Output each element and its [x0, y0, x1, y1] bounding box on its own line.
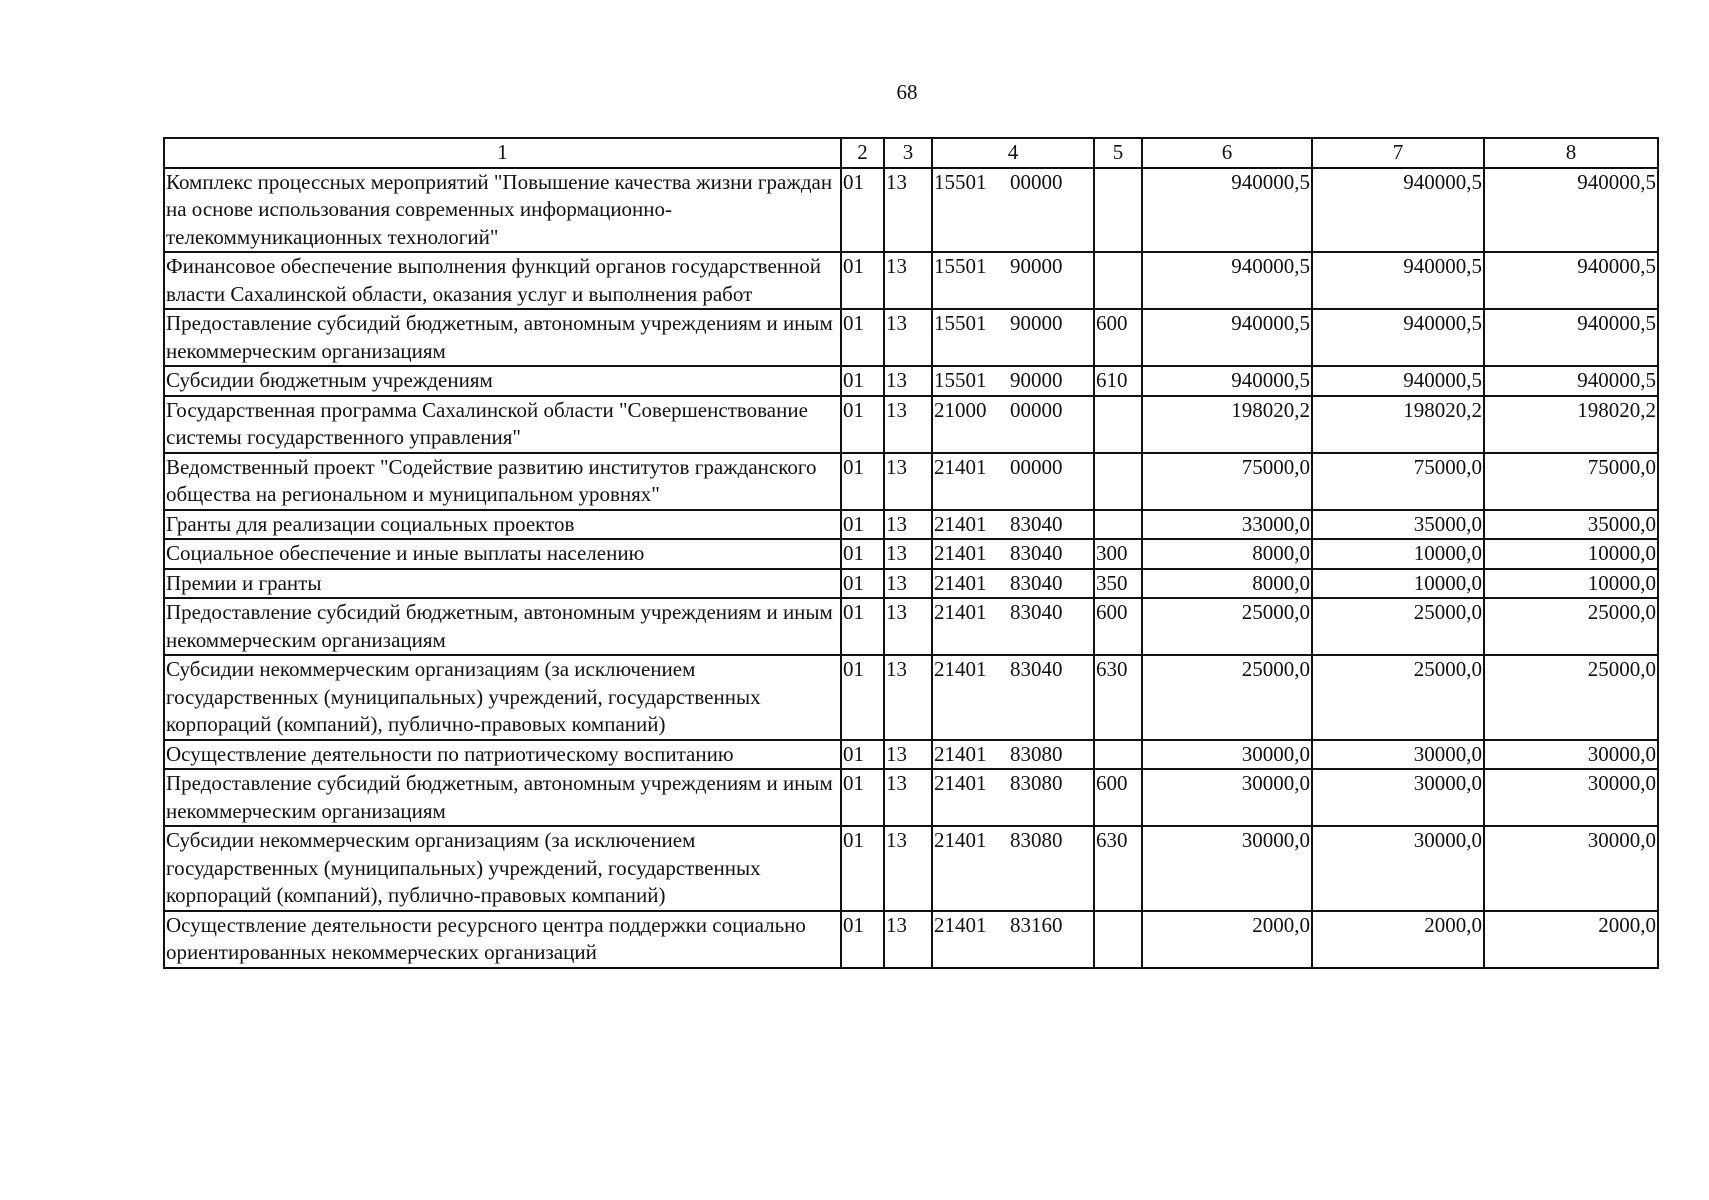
- target-article-part1: 21401: [934, 511, 987, 536]
- section-code: 01: [841, 168, 884, 253]
- expense-type-code: 600: [1094, 309, 1142, 366]
- amount-col7: 940000,5: [1312, 252, 1484, 309]
- row-name: Гранты для реализации социальных проектов: [164, 510, 841, 540]
- amount-col6: 8000,0: [1142, 539, 1312, 569]
- expense-type-code: 600: [1094, 598, 1142, 655]
- amount-col8: 940000,5: [1484, 309, 1658, 366]
- target-article-part2: 83040: [1010, 657, 1063, 681]
- amount-col6: 940000,5: [1142, 309, 1312, 366]
- amount-col8: 30000,0: [1484, 826, 1658, 911]
- header-row: [164, 138, 1658, 168]
- section-code: 01: [841, 911, 884, 968]
- expense-type-code: [1094, 168, 1142, 253]
- header-cell: 6: [1142, 138, 1312, 168]
- row-name: Государственная программа Сахалинской области "Совершенствование системы государственного управления": [164, 396, 841, 453]
- section-code: 01: [841, 598, 884, 655]
- section-code: 01: [841, 366, 884, 396]
- header-cell: 1: [164, 138, 841, 168]
- target-article-part2: 83040: [1010, 570, 1063, 595]
- amount-col6: 75000,0: [1142, 453, 1312, 510]
- expense-type-code: 630: [1094, 826, 1142, 911]
- table-row: [164, 309, 1658, 366]
- expense-type-code: [1094, 510, 1142, 540]
- amount-col7: 30000,0: [1312, 740, 1484, 770]
- amount-col8: 75000,0: [1484, 453, 1658, 510]
- row-name: Субсидии некоммерческим организациям (за исключением государственных (муниципальных) учреждений, государственных корпораций (компаний), публично-правовых компаний): [164, 826, 841, 911]
- table-row: [164, 252, 1658, 309]
- row-name: Предоставление субсидий бюджетным, автономным учреждениям и иным некоммерческим организациям: [164, 769, 841, 826]
- target-article-code: [932, 453, 1094, 510]
- header-cell: 7: [1312, 138, 1484, 168]
- amount-col6: 940000,5: [1142, 168, 1312, 253]
- target-article-part1: 21401: [934, 454, 987, 479]
- target-article-part2: 83040: [1010, 511, 1063, 536]
- amount-col8: 35000,0: [1484, 510, 1658, 540]
- table-row: [164, 769, 1658, 826]
- row-name: Социальное обеспечение и иные выплаты населению: [164, 539, 841, 569]
- table-row: [164, 740, 1658, 770]
- table-row: [164, 453, 1658, 510]
- section-code: 01: [841, 453, 884, 510]
- budget-table: [163, 137, 1659, 969]
- subsection-code: 13: [884, 569, 932, 599]
- expense-type-code: [1094, 911, 1142, 968]
- target-article-code: [932, 826, 1094, 911]
- page-number: 68: [896, 80, 918, 104]
- target-article-part2: 00000: [1010, 397, 1063, 422]
- target-article-code: [932, 911, 1094, 968]
- target-article-part1: 15501: [934, 311, 987, 335]
- header-cell: 2: [841, 138, 884, 168]
- target-article-part1: 21401: [934, 541, 987, 565]
- target-article-code: [932, 598, 1094, 655]
- amount-col7: 35000,0: [1312, 510, 1484, 540]
- table-row: [164, 569, 1658, 599]
- amount-col8: 940000,5: [1484, 252, 1658, 309]
- target-article-code: [932, 396, 1094, 453]
- section-code: 01: [841, 396, 884, 453]
- target-article-part2: 90000: [1010, 368, 1063, 392]
- target-article-part1: 21401: [934, 912, 987, 937]
- expense-type-code: 350: [1094, 569, 1142, 599]
- target-article-part1: 21401: [934, 828, 987, 852]
- section-code: 01: [841, 539, 884, 569]
- target-article-part1: 21401: [934, 570, 987, 595]
- table-row: [164, 510, 1658, 540]
- row-name: Осуществление деятельности по патриотическому воспитанию: [164, 740, 841, 770]
- row-name: Предоставление субсидий бюджетным, автономным учреждениям и иным некоммерческим организациям: [164, 598, 841, 655]
- amount-col8: 25000,0: [1484, 655, 1658, 740]
- subsection-code: 13: [884, 655, 932, 740]
- row-name: Комплекс процессных мероприятий "Повышение качества жизни граждан на основе использования современных информационно-телекоммуникационных технологий": [164, 168, 841, 253]
- subsection-code: 13: [884, 769, 932, 826]
- target-article-part2: 90000: [1010, 254, 1063, 278]
- target-article-part2: 83080: [1010, 771, 1063, 795]
- row-name: Субсидии некоммерческим организациям (за исключением государственных (муниципальных) учреждений, государственных корпораций (компаний), публично-правовых компаний): [164, 655, 841, 740]
- target-article-code: [932, 168, 1094, 253]
- section-code: 01: [841, 309, 884, 366]
- subsection-code: 13: [884, 396, 932, 453]
- header-cell: 3: [884, 138, 932, 168]
- target-article-code: [932, 366, 1094, 396]
- target-article-part2: 00000: [1010, 454, 1063, 479]
- header-cell: 5: [1094, 138, 1142, 168]
- target-article-code: [932, 309, 1094, 366]
- amount-col8: 10000,0: [1484, 539, 1658, 569]
- amount-col8: 940000,5: [1484, 168, 1658, 253]
- target-article-code: [932, 252, 1094, 309]
- target-article-part2: 83040: [1010, 541, 1063, 565]
- target-article-code: [932, 769, 1094, 826]
- amount-col7: 940000,5: [1312, 309, 1484, 366]
- amount-col6: 33000,0: [1142, 510, 1312, 540]
- subsection-code: 13: [884, 510, 932, 540]
- amount-col6: 8000,0: [1142, 569, 1312, 599]
- table-row: [164, 598, 1658, 655]
- expense-type-code: 600: [1094, 769, 1142, 826]
- subsection-code: 13: [884, 252, 932, 309]
- target-article-part2: 83160: [1010, 912, 1063, 937]
- target-article-part1: 21000: [934, 397, 987, 422]
- expense-type-code: 300: [1094, 539, 1142, 569]
- amount-col7: 2000,0: [1312, 911, 1484, 968]
- amount-col6: 198020,2: [1142, 396, 1312, 453]
- target-article-part2: 83080: [1010, 741, 1063, 766]
- header-cell: 8: [1484, 138, 1658, 168]
- target-article-part1: 15501: [934, 169, 987, 194]
- section-code: 01: [841, 510, 884, 540]
- target-article-part2: 83040: [1010, 600, 1063, 624]
- table-row: [164, 911, 1658, 968]
- target-article-part1: 21401: [934, 657, 987, 681]
- target-article-part1: 15501: [934, 368, 987, 392]
- table-row: [164, 396, 1658, 453]
- target-article-part1: 15501: [934, 254, 987, 278]
- amount-col7: 10000,0: [1312, 539, 1484, 569]
- expense-type-code: 610: [1094, 366, 1142, 396]
- target-article-code: [932, 510, 1094, 540]
- row-name: Финансовое обеспечение выполнения функций органов государственной власти Сахалинской области, оказания услуг и выполнения работ: [164, 252, 841, 309]
- amount-col6: 940000,5: [1142, 252, 1312, 309]
- row-name: Осуществление деятельности ресурсного центра поддержки социально ориентированных некоммерческих организаций: [164, 911, 841, 968]
- amount-col7: 25000,0: [1312, 655, 1484, 740]
- amount-col6: 30000,0: [1142, 769, 1312, 826]
- section-code: 01: [841, 769, 884, 826]
- amount-col6: 940000,5: [1142, 366, 1312, 396]
- row-name: Субсидии бюджетным учреждениям: [164, 366, 841, 396]
- amount-col8: 198020,2: [1484, 396, 1658, 453]
- table-row: [164, 539, 1658, 569]
- expense-type-code: [1094, 740, 1142, 770]
- subsection-code: 13: [884, 911, 932, 968]
- expense-type-code: [1094, 252, 1142, 309]
- amount-col6: 30000,0: [1142, 826, 1312, 911]
- amount-col6: 30000,0: [1142, 740, 1312, 770]
- target-article-code: [932, 569, 1094, 599]
- amount-col8: 30000,0: [1484, 740, 1658, 770]
- target-article-part1: 21401: [934, 600, 987, 624]
- subsection-code: 13: [884, 826, 932, 911]
- section-code: 01: [841, 826, 884, 911]
- header-cell: 4: [932, 138, 1094, 168]
- amount-col6: 25000,0: [1142, 598, 1312, 655]
- subsection-code: 13: [884, 453, 932, 510]
- subsection-code: 13: [884, 168, 932, 253]
- amount-col6: 25000,0: [1142, 655, 1312, 740]
- expense-type-code: [1094, 453, 1142, 510]
- subsection-code: 13: [884, 366, 932, 396]
- amount-col7: 10000,0: [1312, 569, 1484, 599]
- amount-col8: 25000,0: [1484, 598, 1658, 655]
- amount-col6: 2000,0: [1142, 911, 1312, 968]
- amount-col7: 75000,0: [1312, 453, 1484, 510]
- amount-col8: 2000,0: [1484, 911, 1658, 968]
- table-row: [164, 366, 1658, 396]
- table-row: [164, 655, 1658, 740]
- target-article-code: [932, 740, 1094, 770]
- row-name: Премии и гранты: [164, 569, 841, 599]
- target-article-part2: 00000: [1010, 169, 1063, 194]
- amount-col7: 30000,0: [1312, 826, 1484, 911]
- amount-col8: 10000,0: [1484, 569, 1658, 599]
- amount-col7: 25000,0: [1312, 598, 1484, 655]
- amount-col8: 30000,0: [1484, 769, 1658, 826]
- row-name: Предоставление субсидий бюджетным, автономным учреждениям и иным некоммерческим организациям: [164, 309, 841, 366]
- target-article-part1: 21401: [934, 771, 987, 795]
- amount-col8: 940000,5: [1484, 366, 1658, 396]
- section-code: 01: [841, 740, 884, 770]
- section-code: 01: [841, 655, 884, 740]
- section-code: 01: [841, 252, 884, 309]
- subsection-code: 13: [884, 740, 932, 770]
- target-article-code: [932, 539, 1094, 569]
- target-article-part2: 83080: [1010, 828, 1063, 852]
- amount-col7: 198020,2: [1312, 396, 1484, 453]
- row-name: Ведомственный проект "Содействие развитию институтов гражданского общества на региональном и муниципальном уровнях": [164, 453, 841, 510]
- amount-col7: 940000,5: [1312, 168, 1484, 253]
- table-body: [164, 138, 1658, 968]
- table-row: [164, 826, 1658, 911]
- amount-col7: 30000,0: [1312, 769, 1484, 826]
- subsection-code: 13: [884, 598, 932, 655]
- target-article-part2: 90000: [1010, 311, 1063, 335]
- subsection-code: 13: [884, 539, 932, 569]
- expense-type-code: [1094, 396, 1142, 453]
- target-article-code: [932, 655, 1094, 740]
- expense-type-code: 630: [1094, 655, 1142, 740]
- subsection-code: 13: [884, 309, 932, 366]
- section-code: 01: [841, 569, 884, 599]
- target-article-part1: 21401: [934, 741, 987, 766]
- table-row: [164, 168, 1658, 253]
- amount-col7: 940000,5: [1312, 366, 1484, 396]
